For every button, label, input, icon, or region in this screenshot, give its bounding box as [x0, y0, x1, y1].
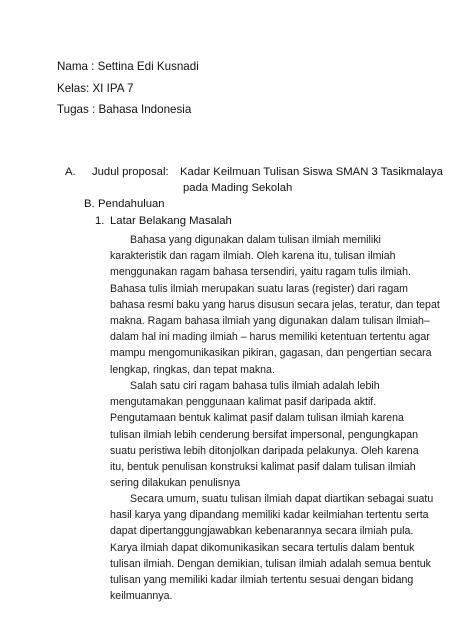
- paragraph-line: tulisan ilmiah lebih cenderung bersifat impersonal, pengungkapan: [110, 428, 419, 441]
- proposal-title-line2: pada Mading Sekolah: [183, 182, 293, 194]
- paragraph-line: bahasa resmi baku yang harus disusun secara jelas, teratur, dan tepat: [110, 298, 440, 311]
- paragraph-line: mampu mengomunikasikan pikiran, gagasan, dan pengertian secara: [110, 347, 432, 360]
- section-b-heading: Pendahuluan: [98, 198, 165, 210]
- paragraph-line: lengkap, ringkas, dan tepat makna.: [110, 363, 275, 376]
- section-b-marker: B.: [84, 198, 95, 210]
- paragraph-line: sering dilakukan penulisnya: [110, 477, 241, 490]
- paragraph-line: menggunakan ragam bahasa tersendiri, yaitu ragam tulis ilmiah.: [110, 266, 411, 279]
- paragraph-line: dalam hal ini mading ilmiah – harus memiliki ketentuan tertentu agar: [110, 331, 430, 344]
- paragraph-line: keilmuannya.: [110, 590, 173, 603]
- section-a-marker: A.: [65, 166, 76, 178]
- subsection-1-marker: 1.: [95, 215, 105, 227]
- paragraph-line: Karya ilmiah dapat dikomunikasikan secara tertulis dalam bentuk: [110, 541, 415, 554]
- paragraph-line: dapat dipertanggungjawabkan kebenarannya secara ilmiah pula.: [110, 525, 414, 538]
- paragraph-line: tulisan yang memiliki kadar ilmiah tertentu sesuai dengan bidang: [110, 573, 414, 586]
- paragraph-line: tulisan ilmiah. Dengan demikian, tulisan ilmiah adalah semua bentuk: [110, 557, 431, 570]
- paragraph-line: karakteristik dan ragam ilmiah. Oleh karena itu, tulisan ilmiah: [110, 250, 396, 263]
- paragraph-line: Secara umum, suatu tulisan ilmiah dapat diartikan sebagai suatu: [130, 493, 434, 505]
- paragraph-line: Salah satu ciri ragam bahasa tulis ilmiah adalah lebih: [130, 380, 380, 392]
- paragraph-line: suatu peristiwa lebih ditonjolkan daripada pelakunya. Oleh karena: [110, 444, 419, 457]
- proposal-title-label: Judul proposal:: [92, 166, 169, 178]
- paragraph-line: Bahasa tulis ilmiah merupakan suatu laras (register) dari ragam: [110, 282, 408, 295]
- paragraph-2: [110, 378, 440, 491]
- proposal-title-line1: Kadar Keilmuan Tulisan Siswa SMAN 3 Tasikmalaya: [180, 166, 443, 178]
- assignment-subject: Tugas : Bahasa Indonesia: [57, 103, 192, 116]
- paragraph-line: hasil karya yang dipandang memiliki kadar keilmiahan tertentu serta: [110, 509, 429, 522]
- paragraph-1: [110, 232, 440, 378]
- paragraph-line: Pengutamaan bentuk kalimat pasif dalam tulisan ilmiah karena: [110, 412, 404, 425]
- subsection-1-heading: Latar Belakang Masalah: [110, 215, 232, 227]
- paragraph-line: makna. Ragam bahasa ilmiah yang digunakan dalam tulisan ilmiah–: [110, 314, 430, 327]
- paragraph-3: [110, 491, 440, 604]
- paragraph-line: itu, bentuk penulisan konstruksi kalimat pasif dalam tulisan ilmiah: [110, 460, 416, 473]
- student-name: Nama : Settina Edi Kusnadi: [57, 60, 199, 73]
- paragraph-line: Bahasa yang digunakan dalam tulisan ilmiah memiliki: [130, 234, 381, 246]
- paragraph-line: mengutamakan penggunaan kalimat pasif daripada aktif.: [110, 396, 377, 409]
- student-class: Kelas: XI IPA 7: [57, 82, 134, 95]
